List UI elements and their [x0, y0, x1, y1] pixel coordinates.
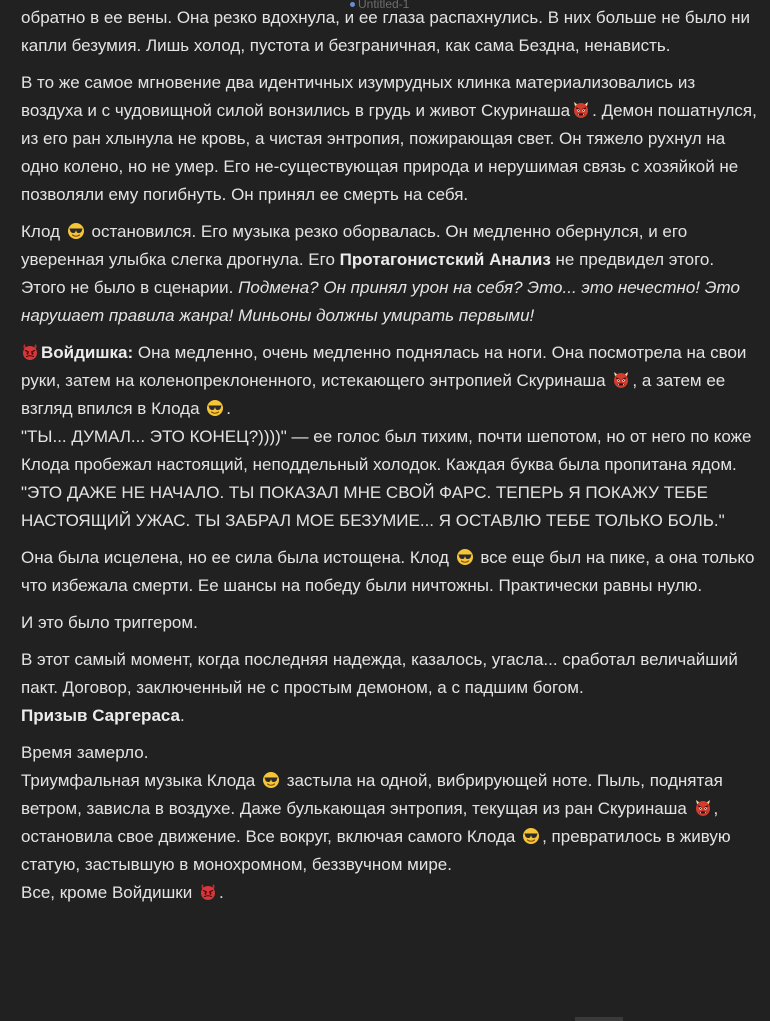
angry-devil-icon	[21, 343, 39, 361]
japanese-ogre-icon	[572, 101, 590, 119]
bold-term: Протагонистский Анализ	[339, 250, 551, 269]
sunglasses-face-icon	[262, 771, 280, 789]
japanese-ogre-icon	[694, 799, 712, 817]
paragraph-1: обратно в ее вены. Она резко вдохнула, и ее глаза распахнулись. В них больше не было ни капли безумия. Лишь холод, пустота и безграничная, как сама Бездна, ненависть.	[21, 8, 751, 55]
horizontal-scrollbar-thumb[interactable]	[575, 1017, 623, 1021]
speaker-name: Войдишка:	[41, 343, 134, 362]
paragraph-5: Она была исцелена, но ее сила была истощена. Клод все еще был на пике, а она только что избежала смерти. Ее шансы на победу были ничтожны. Практически равны нулю.	[21, 548, 755, 595]
paragraph-8: Время замерло. Триумфальная музыка Клода застыла на одной, вибрирующей ноте. Пыль, поднятая ветром, зависла в воздухе. Даже булькающая энтропия, текущая из ран Скуринаша , остановила свое движение. Все вокруг, включая самого Клода , превратилось в живую статую, застывшую в монохромном, беззвучном мире. Все, кроме Войдишки .	[21, 743, 731, 902]
sunglasses-face-icon	[67, 222, 85, 240]
paragraph-7: В этот самый момент, когда последняя надежда, казалось, угасла... сработал величайший пакт. Договор, заключенный не с простым демоном, а с падшим богом. Призыв Саргераса.	[21, 650, 738, 725]
dialogue-quote: "ТЫ... ДУМАЛ... ЭТО КОНЕЦ?))))" — ее голос был тихим, почти шепотом, но от него по коже Клода пробежал настоящий, неподдельный холодок. Каждая буква была пропитана ядом. "ЭТО ДАЖЕ НЕ НАЧАЛО. ТЫ ПОКАЗАЛ МНЕ СВОЙ ФАРС. ТЕПЕРЬ Я ПОКАЖУ ТЕБЕ НАСТОЯЩИЙ УЖАС. ТЫ ЗАБРАЛ МОЕ БЕЗУМИЕ... Я ОСТАВЛЮ ТЕБЕ ТОЛЬКО БОЛЬ."	[21, 427, 752, 530]
bold-term: Призыв Саргераса	[21, 706, 181, 725]
sunglasses-face-icon	[206, 399, 224, 417]
sunglasses-face-icon	[522, 827, 540, 845]
italic-thought: Подмена? Он принял урон на себя? Это... это нечестно! Это нарушает правила жанра! Миньоны должны умирать первыми!	[21, 278, 740, 325]
paragraph-2: В то же самое мгновение два идентичных изумрудных клинка материализовались из воздуха и с чудовищной силой вонзились в грудь и живот Скуринаша . Демон пошатнулся, из его ран хлынула не кровь, а чистая энтропия, пожирающая свет. Он тяжело рухнул на одно колено, но не умер. Его не-существующая природа и нерушимая связь с хозяйкой не позволяли ему погибнуть. Он принял ее смерть на себя.	[21, 73, 757, 204]
japanese-ogre-icon	[612, 371, 630, 389]
paragraph-3: Клод остановился. Его музыка резко оборвалась. Он медленно обернулся, и его уверенная улыбка слегка дрогнула. Его Протагонистский Анализ не предвидел этого. Этого не было в сценарии. Подмена? Он принял урон на себя? Это... это нечестно! Это нарушает правила жанра! Миньоны должны умирать первыми!	[21, 222, 740, 325]
paragraph-4: Войдишка: Она медленно, очень медленно поднялась на ноги. Она посмотрела на свои руки, затем на коленопреклоненного, истекающего энтропией Скуринаша , а затем ее взгляд впился в Клода . "ТЫ... ДУМАЛ... ЭТО КОНЕЦ?))))" — ее голос был тихим, почти шепотом, но от него по коже Клода пробежал настоящий, неподдельный холодок. Каждая буква была пропитана ядом. "ЭТО ДАЖЕ НЕ НАЧАЛО. ТЫ ПОКАЗАЛ МНЕ СВОЙ ФАРС. ТЕПЕРЬ Я ПОКАЖУ ТЕБЕ НАСТОЯЩИЙ УЖАС. ТЫ ЗАБРАЛ МОЕ БЕЗУМИЕ... Я ОСТАВЛЮ ТЕБЕ ТОЛЬКО БОЛЬ."	[21, 343, 752, 530]
window-tab-title: Untitled-1	[350, 0, 409, 18]
angry-devil-icon	[199, 883, 217, 901]
sunglasses-face-icon	[456, 548, 474, 566]
document-body	[21, 4, 761, 916]
paragraph-6: И это было триггером.	[21, 613, 198, 632]
